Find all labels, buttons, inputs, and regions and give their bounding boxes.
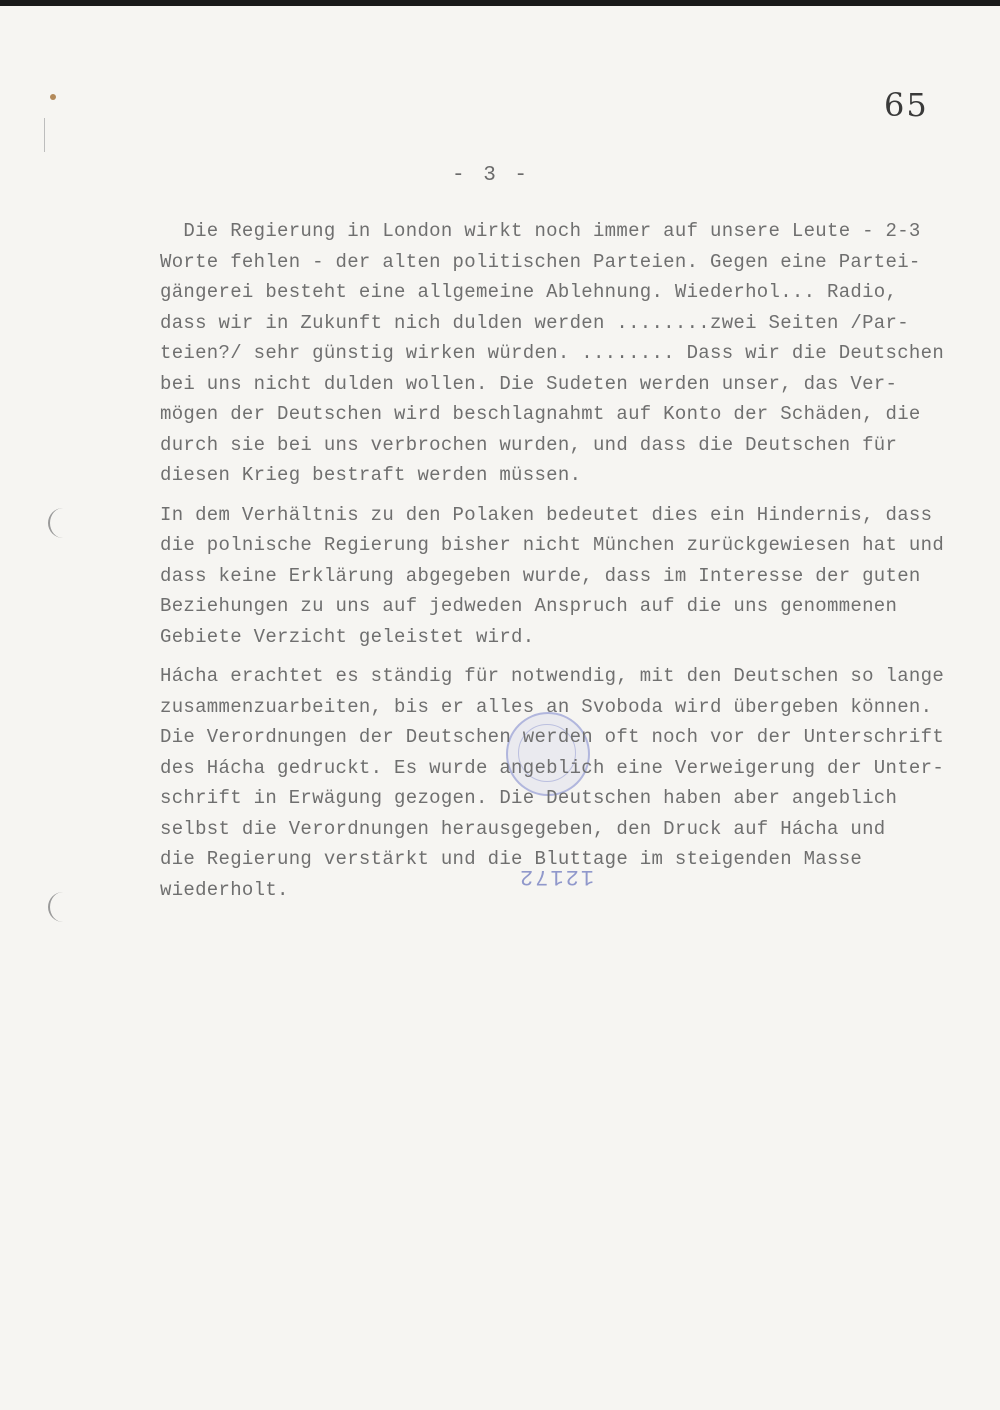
text-line: dass wir in Zukunft nich dulden werden ........zwei Seiten /Par- [160, 311, 909, 334]
text-line: teien?/ sehr günstig wirken würden. ........ Dass wir die Deutschen [160, 342, 945, 364]
punch-hole-lower [48, 892, 64, 922]
text-line: wiederholt. [160, 878, 289, 901]
page-number: 65 [884, 86, 929, 124]
text-line: Die Regierung in London wirkt noch immer auf unsere Leute - 2-3 [160, 220, 921, 242]
text-line: In dem Verhältnis zu den Polaken bedeutet dies ein Hindernis, dass [160, 503, 933, 526]
document-body [160, 216, 980, 914]
stamp-number: 12172 [518, 864, 595, 889]
text-line: Beziehungen zu uns auf jedweden Anspruch auf die uns genommenen [160, 595, 898, 617]
text-line: bei uns nicht dulden wollen. Die Sudeten werden unser, das Ver- [160, 372, 898, 395]
text-line: Hácha erachtet es ständig für notwendig, mit den Deutschen so lange [160, 665, 945, 687]
text-line: gängerei besteht eine allgemeine Ablehnung. Wiederhol... Radio, [160, 281, 898, 303]
sheet-number: - 3 - [452, 164, 531, 187]
text-line: zusammenzuarbeiten, bis er alles an Svoboda wird übergeben können. [160, 695, 933, 718]
text-line: schrift in Erwägung gezogen. Die Deutschen haben aber angeblich [160, 787, 898, 809]
text-line: die polnische Regierung bisher nicht München zurückgewiesen hat und [160, 534, 945, 556]
text-line: durch sie bei uns verbrochen wurden, und dass die Deutschen für [160, 433, 898, 456]
paragraph-3 [160, 661, 980, 905]
text-line: die Regierung verstärkt und die Bluttage im steigenden Masse [160, 848, 863, 870]
text-line: Die Verordnungen der Deutschen werden oft noch vor der Unterschrift [160, 726, 945, 748]
paragraph-2 [160, 500, 980, 653]
text-line: des Hácha gedruckt. Es wurde angeblich eine Verweigerung der Unter- [160, 756, 945, 779]
text-line: Gebiete Verzicht geleistet wird. [160, 625, 535, 648]
paragraph-1 [160, 216, 980, 491]
text-line: Worte fehlen - der alten politischen Parteien. Gegen eine Partei- [160, 250, 921, 273]
text-line: selbst die Verordnungen herausgegeben, den Druck auf Hácha und [160, 817, 886, 840]
ink-mark [50, 94, 56, 100]
paper-crease-mark [44, 118, 53, 152]
text-line: diesen Krieg bestraft werden müssen. [160, 464, 582, 486]
text-line: dass keine Erklärung abgegeben wurde, dass im Interesse der guten [160, 564, 921, 587]
punch-hole-upper [48, 508, 64, 538]
text-line: mögen der Deutschen wird beschlagnahmt auf Konto der Schäden, die [160, 403, 921, 425]
